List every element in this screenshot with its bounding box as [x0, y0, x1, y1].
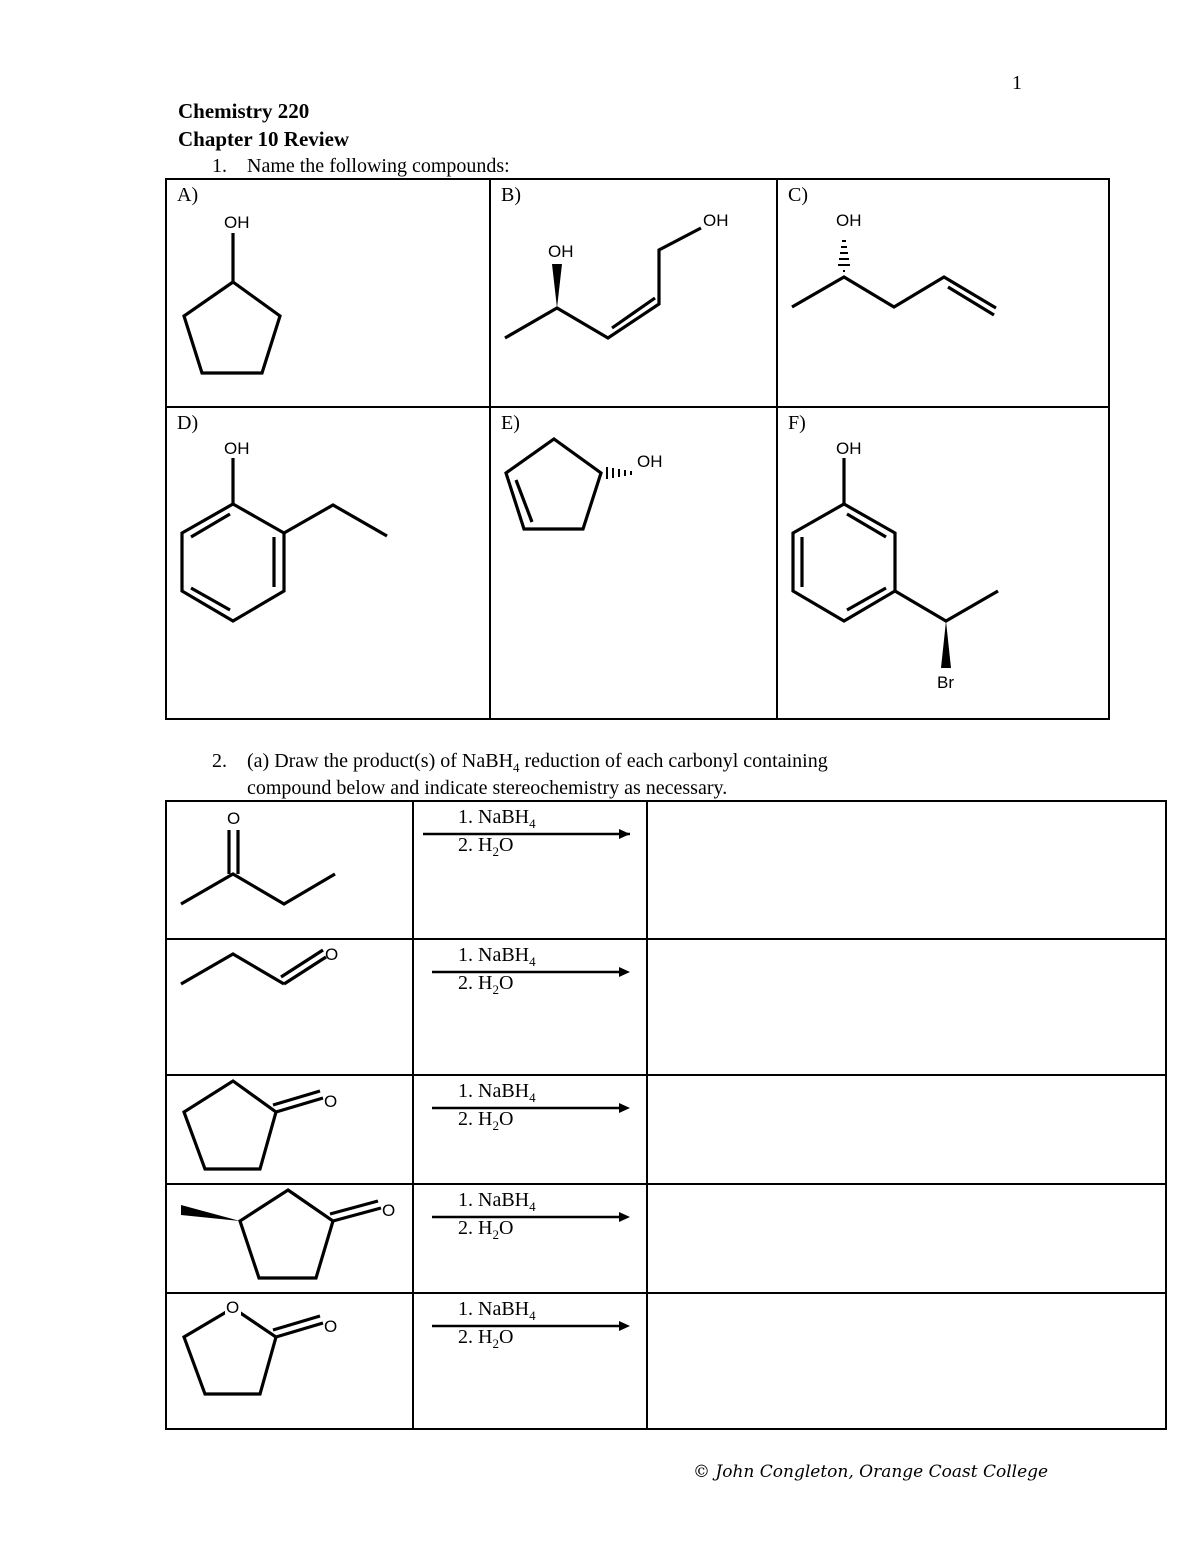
reagent-step-1: 1. NaBH$_4$ [458, 944, 536, 969]
cyclopentanol-structure [167, 180, 491, 408]
oh-label: OH [836, 439, 862, 458]
compound-cell-d [166, 407, 490, 719]
reagent-step-2: 2. $H_2O$ [458, 1217, 514, 1242]
oxygen-label: O [324, 1317, 338, 1336]
butyrolactone-structure [167, 1294, 414, 1430]
oxygen-label: O [382, 1201, 396, 1220]
reagent-step-2: 2. $H_2O$ [458, 1108, 514, 1133]
compound-cell-a [166, 179, 490, 407]
page-number: 1 [1012, 72, 1022, 94]
reagent-cell [413, 1075, 647, 1184]
footer-copyright: © John Congleton, Orange Coast College [693, 1462, 1049, 1482]
compound-naming-grid [165, 178, 1110, 720]
reactant-cell [166, 801, 413, 939]
reagent-conditions [414, 1076, 646, 1156]
oh-label: OH [224, 439, 250, 458]
propanal-structure [167, 940, 414, 1076]
oxygen-label: O [227, 809, 241, 828]
reagent-step-1: 1. NaBH$_4$ [458, 1298, 536, 1323]
reaction-arrow [414, 1185, 646, 1265]
butanone-structure [167, 802, 414, 940]
reaction-arrow [414, 940, 646, 1020]
compound-label-f: F) [788, 412, 806, 434]
product-answer-area[interactable] [647, 1184, 1166, 1293]
reagent-step-2: 2. $H_2O$ [458, 972, 514, 997]
compound-label-b: B) [501, 184, 521, 206]
cyclopentenol-structure [491, 408, 778, 720]
br-label: Br [937, 673, 954, 692]
oh-label: OH [548, 242, 574, 261]
reagent-conditions [414, 802, 646, 882]
reagent-step-2: 2. $H_2O$ [458, 1326, 514, 1351]
hashed-wedge [838, 241, 850, 271]
product-answer-area[interactable] [647, 939, 1166, 1075]
oxygen-label: O [226, 1298, 240, 1317]
reagent-step-1: 1. NaBH$_4$ [458, 1189, 536, 1214]
reagent-step-1: 1. NaBH$_4$ [458, 806, 536, 831]
cyclopentanone-structure [167, 1076, 414, 1185]
reagent-conditions [414, 1294, 646, 1374]
z-hexenediol-structure [491, 180, 778, 408]
question-2-line-2: compound below and indicate stereochemistry as necessary. [247, 777, 728, 799]
reactant-cell [166, 939, 413, 1075]
product-answer-area[interactable] [647, 1293, 1166, 1429]
pentenol-structure [778, 180, 1110, 408]
question-2-line-1: (a) Draw the product(s) of NaBH$_4$ reduction of each carbonyl containing [247, 750, 828, 775]
hashed-wedge [607, 467, 631, 479]
reactant-cell [166, 1184, 413, 1293]
oh-label: OH [637, 452, 663, 471]
reaction-arrow [414, 1076, 646, 1156]
reagent-conditions [414, 1185, 646, 1265]
reagent-cell [413, 939, 647, 1075]
bromoethylphenol-structure [778, 408, 1110, 720]
reagent-step-2: 2. $H_2O$ [458, 834, 514, 859]
reduction-table [165, 800, 1167, 1430]
compound-cell-e [490, 407, 777, 719]
compound-label-d: D) [177, 412, 199, 434]
compound-label-a: A) [177, 184, 199, 206]
product-answer-area[interactable] [647, 1075, 1166, 1184]
compound-cell-b [490, 179, 777, 407]
reaction-arrow [414, 802, 646, 882]
reagent-cell [413, 1184, 647, 1293]
question-2-number: 2. [212, 750, 227, 772]
compound-cell-c [777, 179, 1109, 407]
reagent-cell [413, 1293, 647, 1429]
oh-label: OH [703, 211, 729, 230]
question-1-text: Name the following compounds: [247, 155, 510, 177]
compound-cell-f [777, 407, 1109, 719]
oh-label: OH [836, 211, 862, 230]
compound-label-e: E) [501, 412, 520, 434]
reactant-cell [166, 1075, 413, 1184]
compound-label-c: C) [788, 184, 808, 206]
reaction-arrow [414, 1294, 646, 1374]
oxygen-label: O [325, 945, 339, 964]
oh-label: OH [224, 213, 250, 232]
product-answer-area[interactable] [647, 801, 1166, 939]
chapter-title: Chapter 10 Review [178, 127, 350, 151]
reagent-conditions [414, 940, 646, 1020]
oxygen-label: O [324, 1092, 338, 1111]
reagent-step-1: 1. NaBH$_4$ [458, 1080, 536, 1105]
methylcyclopentanone-structure [167, 1185, 414, 1294]
reagent-cell [413, 801, 647, 939]
reactant-cell [166, 1293, 413, 1429]
course-title: Chemistry 220 [178, 99, 310, 123]
question-1-number: 1. [212, 155, 227, 177]
ethylphenol-structure [167, 408, 491, 720]
